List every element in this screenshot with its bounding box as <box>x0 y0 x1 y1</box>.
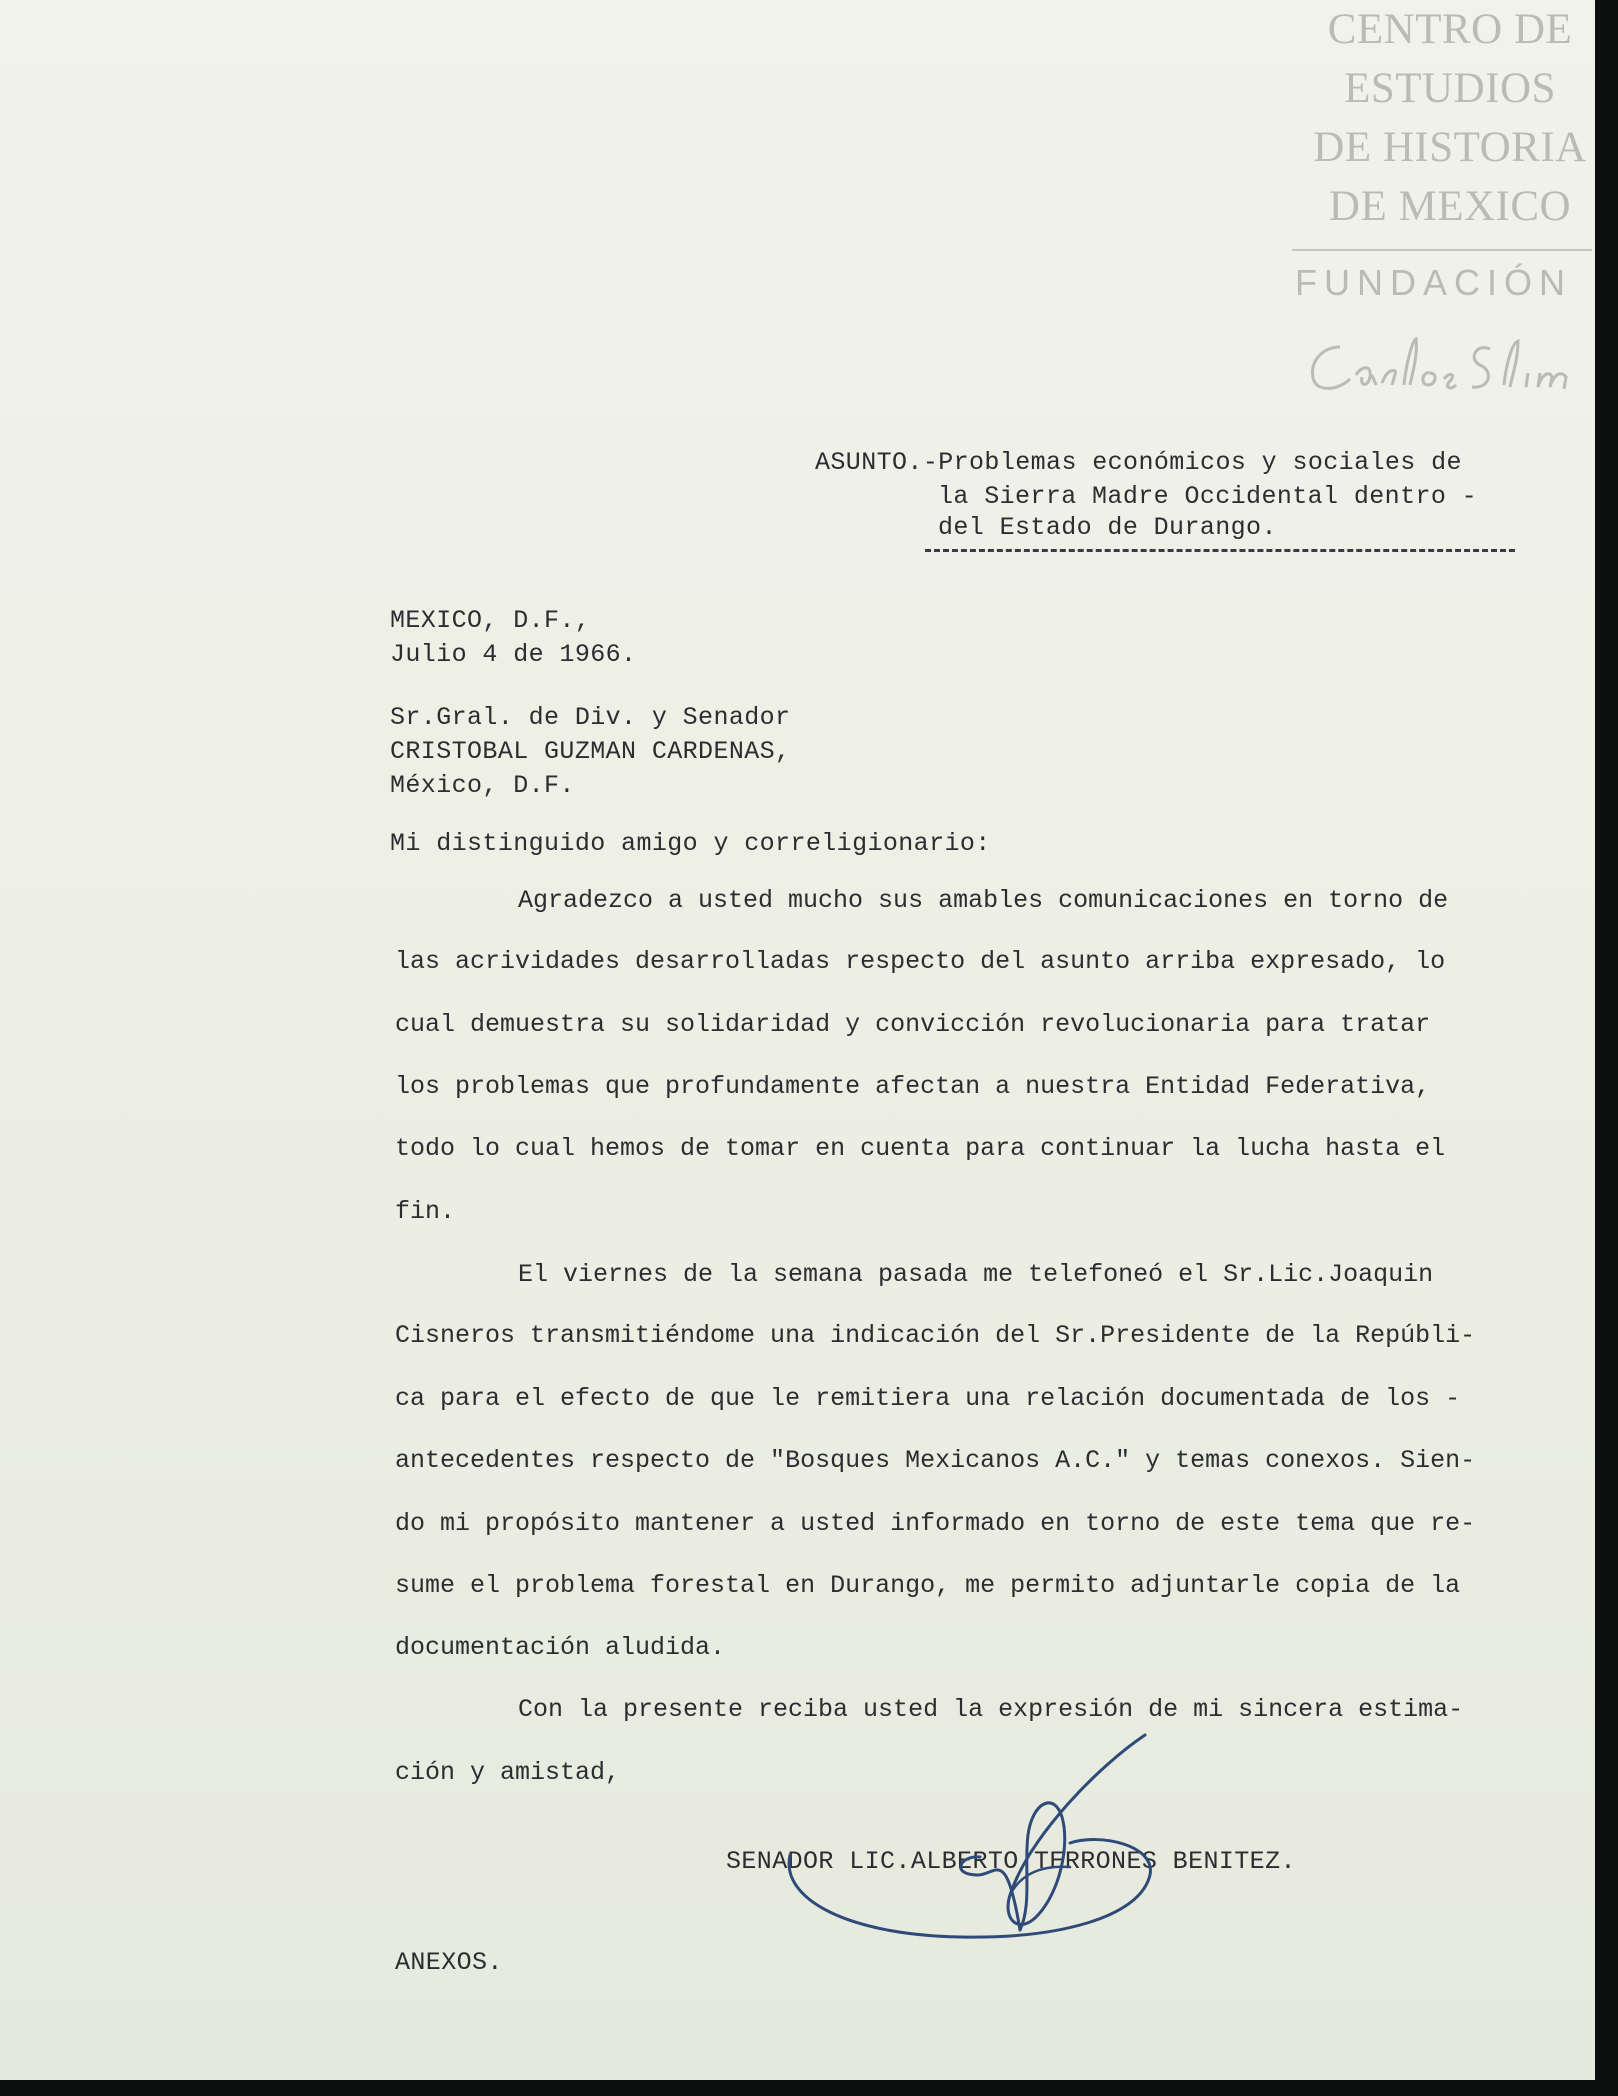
paragraph-line: ca para el efecto de que le remitiera una relación documentada de los - <box>395 1384 1461 1413</box>
paragraph-line: El viernes de la semana pasada me telefoneó el Sr.Lic.Joaquin <box>518 1260 1434 1289</box>
watermark-signature-logo <box>1300 325 1610 405</box>
letter-date: Julio 4 de 1966. <box>390 640 637 669</box>
handwritten-signature <box>770 1725 1190 1965</box>
subject-dashed-rule <box>925 549 1515 552</box>
recipient-line: Sr.Gral. de Div. y Senador <box>390 703 791 732</box>
paragraph-line: sume el problema forestal en Durango, me permito adjuntarle copia de la <box>395 1571 1461 1600</box>
scan-border-right <box>1595 0 1618 2096</box>
subject-line: del Estado de Durango. <box>938 513 1277 542</box>
paragraph-line: todo lo cual hemos de tomar en cuenta para continuar la lucha hasta el <box>395 1134 1446 1163</box>
salutation: Mi distinguido amigo y correligionario: <box>390 829 991 858</box>
subject-line: la Sierra Madre Occidental dentro - <box>938 482 1478 511</box>
watermark-line: ESTUDIOS <box>1344 65 1556 112</box>
paragraph-line: Cisneros transmitiéndome una indicación del Sr.Presidente de la Repúbli- <box>395 1321 1476 1350</box>
watermark-divider <box>1292 249 1592 251</box>
paragraph-line: los problemas que profundamente afectan a nuestra Entidad Federativa, <box>395 1072 1431 1101</box>
watermark-line: DE MEXICO <box>1328 183 1572 230</box>
recipient-name: CRISTOBAL GUZMAN CARDENAS, <box>390 737 791 766</box>
paragraph-line: do mi propósito mantener a usted informado en torno de este tema que re- <box>395 1509 1476 1538</box>
paragraph-line: Agradezco a usted mucho sus amables comunicaciones en torno de <box>518 886 1449 915</box>
letter-place: MEXICO, D.F., <box>390 606 591 635</box>
watermark-line: DE HISTORIA <box>1313 124 1587 171</box>
subject-line: ASUNTO.-Problemas económicos y sociales de <box>815 448 1462 477</box>
paragraph-line: Con la presente reciba usted la expresión de mi sincera estima- <box>518 1695 1464 1724</box>
paragraph-line: ción y amistad, <box>395 1758 621 1787</box>
watermark-foundation: FUNDACIÓN <box>1295 262 1572 303</box>
paragraph-line: cual demuestra su solidaridad y convicción revolucionaria para tratar <box>395 1010 1431 1039</box>
paragraph-line: fin. <box>395 1197 456 1226</box>
archive-watermark <box>1290 0 1610 236</box>
recipient-line: México, D.F. <box>390 771 575 800</box>
scan-border-bottom <box>0 2080 1618 2096</box>
paragraph-line: documentación aludida. <box>395 1633 726 1662</box>
enclosures-note: ANEXOS. <box>395 1948 503 1977</box>
watermark-line: CENTRO DE <box>1327 6 1573 53</box>
paragraph-line: las acrividades desarrolladas respecto del asunto arriba expresado, lo <box>395 947 1446 976</box>
signer-name: SENADOR LIC.ALBERTO TERRONES BENITEZ. <box>726 1847 1296 1876</box>
paragraph-line: antecedentes respecto de "Bosques Mexicanos A.C." y temas conexos. Sien- <box>395 1446 1476 1475</box>
